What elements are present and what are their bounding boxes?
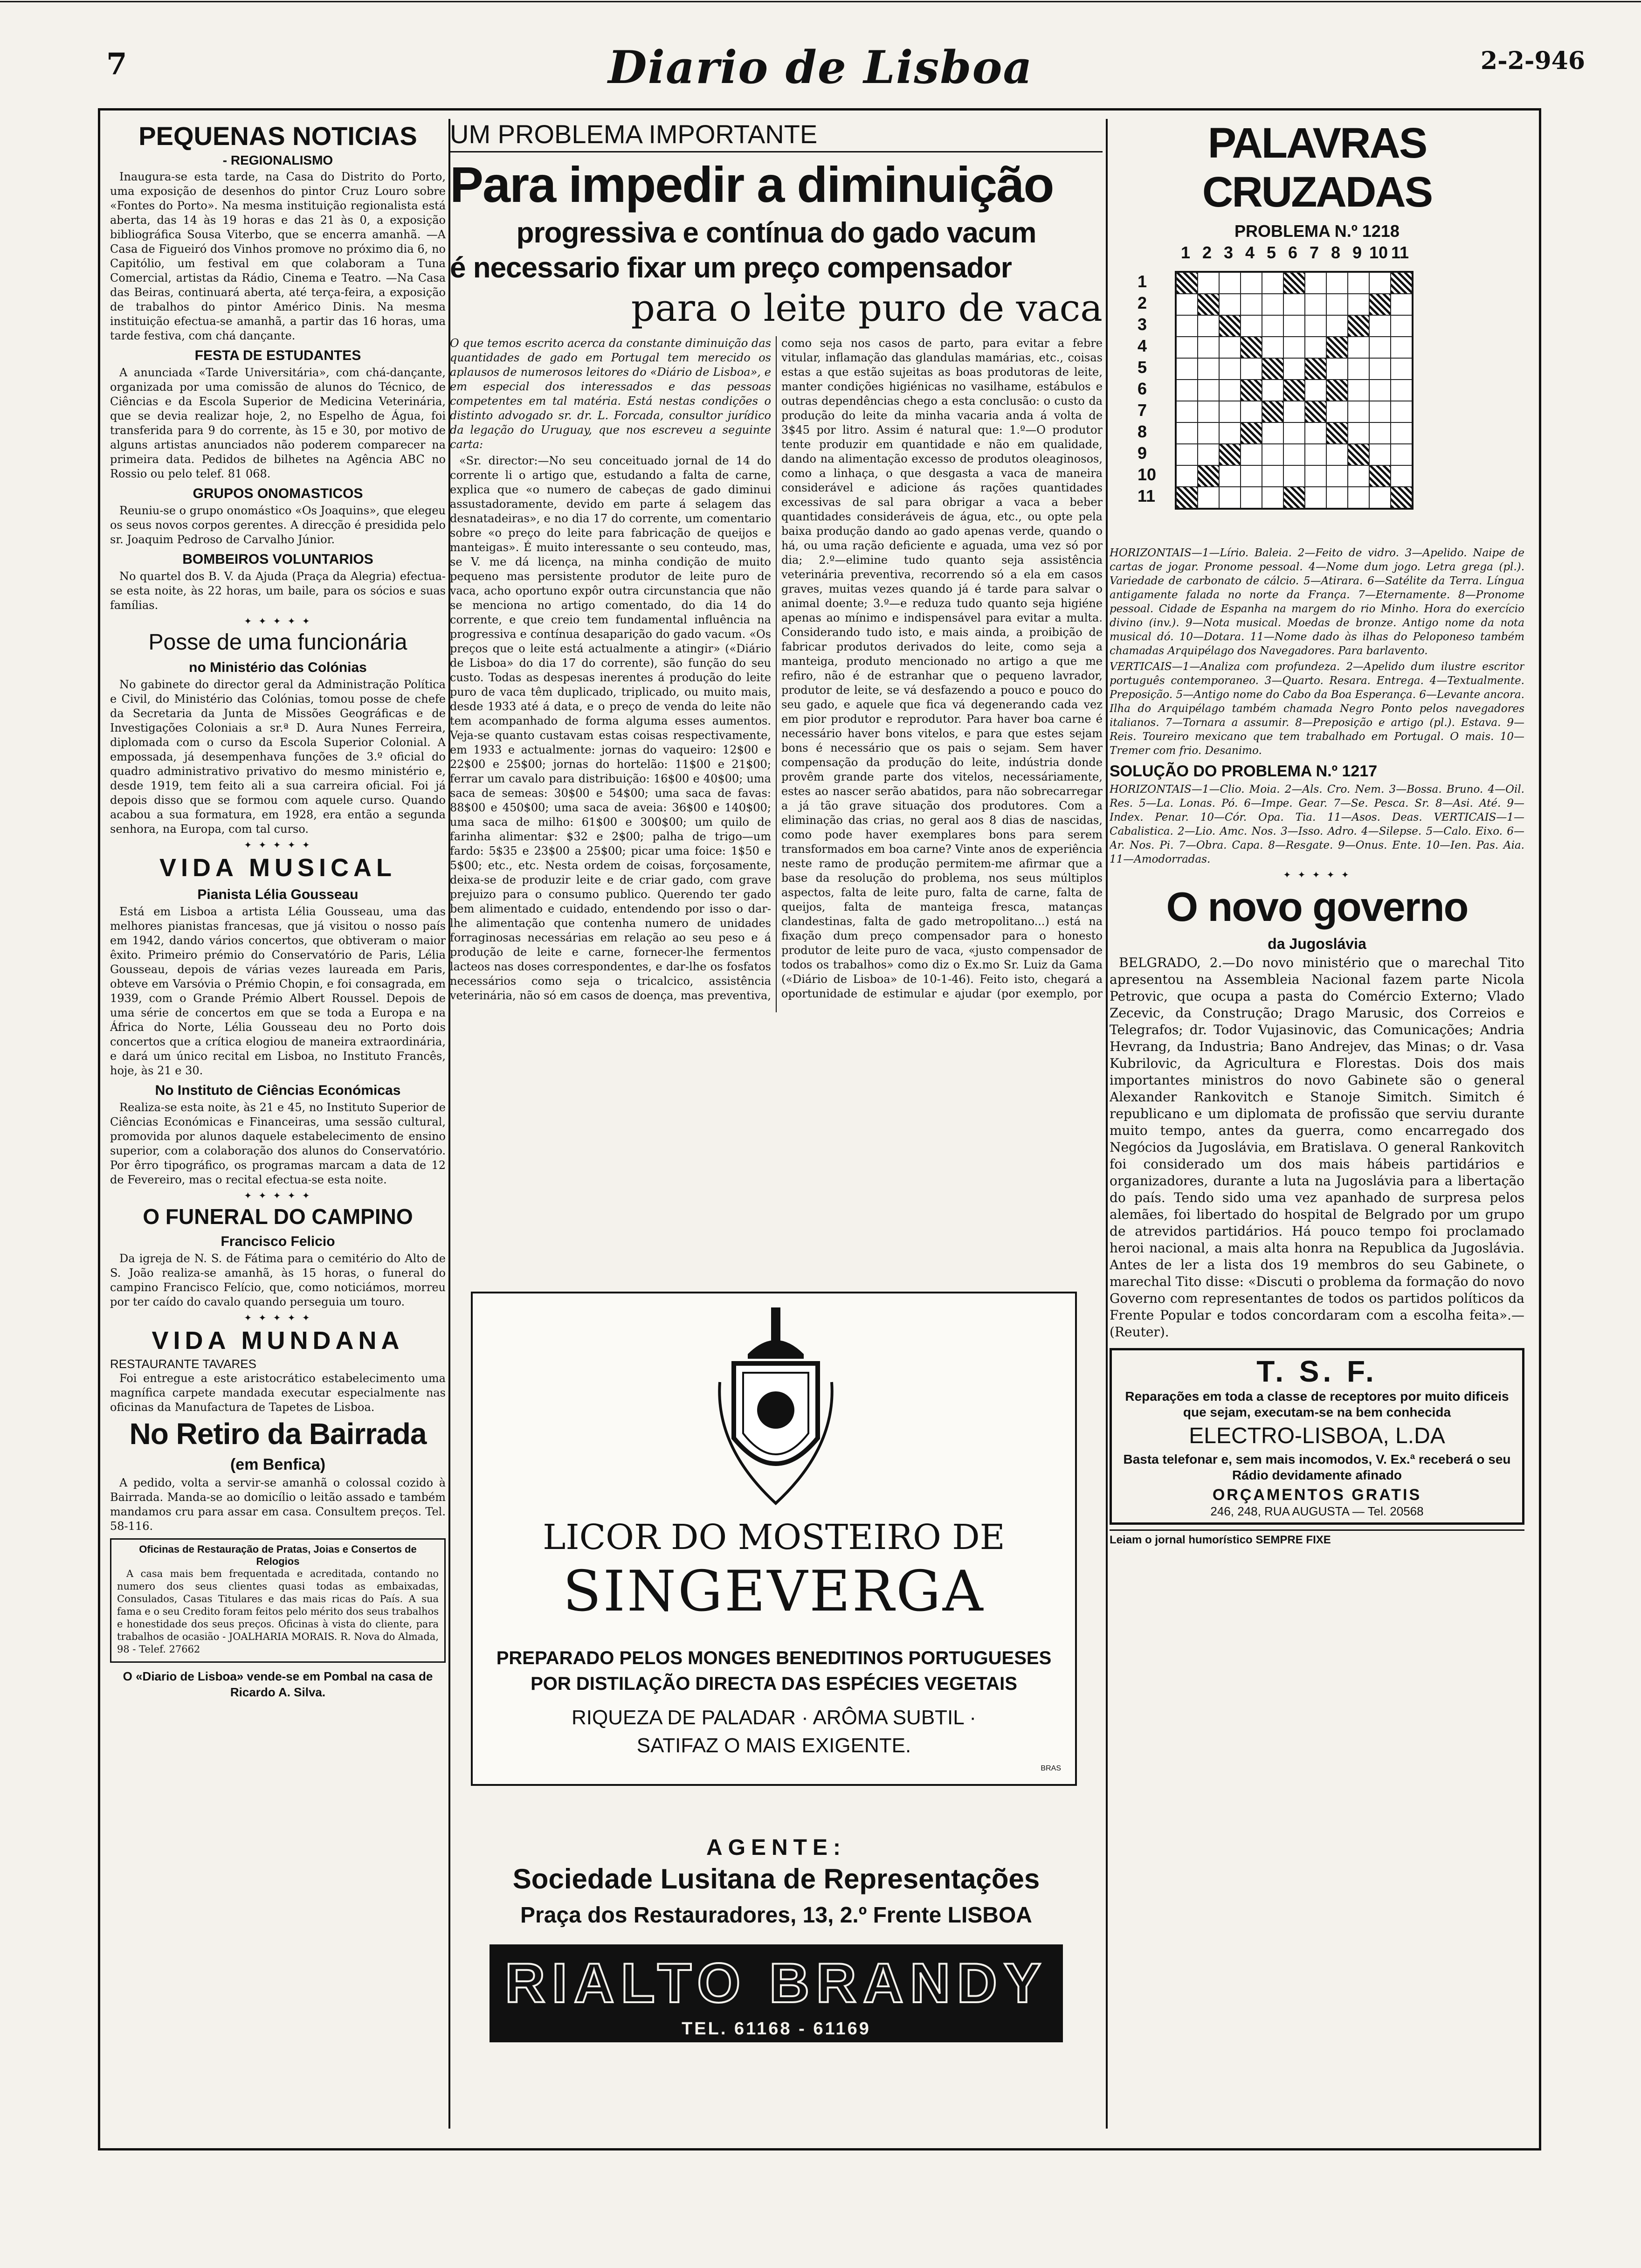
- masthead: [0, 0, 1641, 103]
- separator-ornament: ✦ ✦ ✦ ✦ ✦: [244, 839, 312, 850]
- crossword-cell: [1219, 358, 1241, 380]
- crossword-cell: [1176, 444, 1198, 465]
- crossword-cell: [1219, 272, 1241, 294]
- separator-ornament: ✦ ✦ ✦ ✦ ✦: [1283, 869, 1351, 880]
- crossword-cell: [1283, 401, 1305, 422]
- crossword-cell: [1305, 272, 1326, 294]
- crossword-cell: [1198, 422, 1219, 444]
- crossword-cell: [1369, 380, 1391, 401]
- crossword-col-number: 9: [1352, 243, 1362, 262]
- crossword-cell: [1283, 315, 1305, 337]
- crossword-cell: [1262, 294, 1283, 315]
- rialto-tel: TEL. 61168 - 61169: [682, 2019, 871, 2039]
- retiro-title: No Retiro da Bairrada: [129, 1417, 427, 1451]
- crossword-cell: [1262, 272, 1283, 294]
- crossword-cell: [1391, 401, 1412, 422]
- crossword-cell: [1283, 422, 1305, 444]
- crossword-black-cell: [1305, 401, 1326, 422]
- crossword-col-number: 8: [1331, 243, 1341, 262]
- crossword-cell: [1283, 444, 1305, 465]
- crossword-black-cell: [1262, 358, 1283, 380]
- crossword-cell: [1305, 380, 1326, 401]
- crossword-black-cell: [1369, 294, 1391, 315]
- crossword-black-cell: [1176, 272, 1198, 294]
- crossword-cell: [1326, 315, 1348, 337]
- crossword-cell: [1176, 401, 1198, 422]
- crossword-cell: [1176, 465, 1198, 487]
- crossword-cell: [1369, 422, 1391, 444]
- tsf-brand: ELECTRO-LISBOA, L.DA: [1189, 1424, 1445, 1448]
- crossword-black-cell: [1241, 380, 1262, 401]
- crossword-col-number: 3: [1223, 243, 1234, 262]
- crossword-col-number: 10: [1369, 243, 1388, 262]
- oficinas-ad: [110, 1538, 446, 1663]
- governo-text: BELGRADO, 2.—Do novo ministério que o marechal Tito apresentou na Assembleia Nacional fazem parte Nicola Petrovic, que ocupa a pasta do Comércio Externo; Vlado Zecevic, da Construção; Drago Marusic, dos Correios e Telegrafos; dr. Todor Vujasinovic, das Comunicações; Andria Hevrang, da Industria; Bano Andrejev, das Minas; o dr. Vasa Kubrilovic, da Agricultura e Florestas. Dois dos mais importantes ministros do novo Gabinete são o general Alexander Rankovitch e Stanoje Simitch. Simitch é republicano e um diplomata de profissão que serviu durante muito tempo, antes da guerra, como encarregado dos Negócios da Jugoslávia, em Bratislava. O general Rankovitch foi considerado um dos mais hábeis partidários e organizadores, durante a luta na Jugoslávia para a libertação do país. Tendo sido uma vez apanhado de surpresa pelos alemães, foi libertado do hospital de Belgrado por um grupo de atrevidos partidários. Há pouco tempo foi proclamado heroi nacional, a mais alta honra na Republica da Jugoslávia. Antes de ler a lista dos 19 membros do seu Gabinete, o marechal Tito disse: «Discuti o problema da formação do novo Governo com representantes de todos os partidos políticos da Frente Popular e todos concordaram com a escolha feita».—(Reuter).: [1110, 955, 1524, 1340]
- crossword-cell: [1198, 315, 1219, 337]
- crossword-cell: [1326, 401, 1348, 422]
- separator-ornament: ✦ ✦ ✦ ✦ ✦: [244, 615, 312, 627]
- ad-signature: BRAS: [1041, 1764, 1061, 1772]
- pianista-subtitle: Pianista Lélia Gousseau: [197, 887, 359, 902]
- crossword-black-cell: [1283, 487, 1305, 508]
- crossword-black-cell: [1326, 380, 1348, 401]
- crossword-cell: [1391, 465, 1412, 487]
- agente-company: Sociedade Lusitana de Representações: [512, 1863, 1040, 1895]
- funeral-text: Da igreja de N. S. de Fátima para o cemitério do Alto de S. João realiza-se amanhã, às 15 horas, o funeral do campino Francisco Felício, que, como noticiámos, morreu por ter caído do cavalo quando perseguia um touro.: [110, 1252, 446, 1308]
- crossword-cell: [1348, 380, 1369, 401]
- crossword-problem: PROBLEMA N.º 1218: [1234, 221, 1400, 241]
- retiro-subtitle: (em Benfica): [230, 1456, 326, 1473]
- posse-text: No gabinete do director geral da Administração Política e Civil, do Ministério das Colónias, tomou posse de chefe da Secretaria da Junta de Missões Geográficas e de Investigações Coloniais a sr.ª D. Aura Nunes Ferreira, diplomada com o curso da Escola Superior Colonial. A empossada, já desempenhava funções de 3.º oficial do quadro administrativo privativo do mesmo ministério e, desde 1919, tem feito ali a sua carreira oficial. Foi já depois disso que se formou com aquele curso. Quando acabou a sua formatura, em 1928, era então a segunda senhora, na Europa, com tal curso.: [110, 678, 446, 836]
- tsf-text-2: Basta telefonar e, sem mais incomodos, V. Ex.ª receberá o seu Rádio devidamente afinado: [1123, 1452, 1511, 1482]
- grupos-text: Reuniu-se o grupo onomástico «Os Joaquins», que elegeu os seus novos corpos gerentes. A direcção é presidida pelo sr. Joaquim Pedroso de Carvalho Júnior.: [110, 504, 446, 546]
- crossword-col-number: 11: [1391, 243, 1409, 262]
- crossword-cell: [1219, 337, 1241, 358]
- crossword-cell: [1262, 380, 1283, 401]
- crossword-cell: [1198, 487, 1219, 508]
- crossword-row-number: 11: [1138, 486, 1156, 505]
- crossword-cell: [1283, 294, 1305, 315]
- crossword-cell: [1369, 401, 1391, 422]
- crossword-col-number: 5: [1266, 243, 1276, 262]
- crossword-cell: [1326, 444, 1348, 465]
- governo-subtitle: da Jugoslávia: [1268, 935, 1366, 952]
- crossword-cell: [1219, 401, 1241, 422]
- crossword-black-cell: [1262, 401, 1283, 422]
- ad-line-1: LICOR DO MOSTEIRO DE: [543, 1517, 1005, 1557]
- crossword-cell: [1198, 337, 1219, 358]
- crossword-cell: [1391, 358, 1412, 380]
- crossword-cell: [1348, 487, 1369, 508]
- ad-line-3: PREPARADO PELOS MONGES BENEDITINOS PORTUGUESES: [496, 1648, 1052, 1668]
- crossword-cell: [1369, 444, 1391, 465]
- oficinas-title: Oficinas de Restauração de Pratas, Joias e Consertos de Relogios: [139, 1543, 417, 1567]
- crossword-cell: [1262, 465, 1283, 487]
- crossword-title: PALAVRAS CRUZADAS: [1202, 119, 1432, 216]
- solucao-title: SOLUÇÃO DO PROBLEMA N.º 1217: [1110, 762, 1378, 780]
- crossword-cell: [1305, 465, 1326, 487]
- crossword-row-numbers: [1138, 271, 1156, 507]
- crossword-black-cell: [1348, 315, 1369, 337]
- crossword-col-number: 4: [1245, 243, 1255, 262]
- crossword-cell: [1391, 337, 1412, 358]
- crossword-cell: [1348, 272, 1369, 294]
- regionalismo-heading: - REGIONALISMO: [222, 153, 333, 167]
- crossword-cell: [1241, 272, 1262, 294]
- festa-text: A anunciada «Tarde Universitária», com chá-dançante, organizada por uma comissão de alunos do Técnico, de Ciências e da Escola Superior de Medicina Veterinária, que se devia realizar hoje, 2, no Espelho de Água, foi transferida para 9 do corrente, às 15 e 30, por motivo de alguns artistas anunciados não poderem comparecer na primeira data. Pedidos de bilhetes na Agência ABC no Rossio ou pelo telef. 81 068.: [110, 366, 446, 480]
- crossword-col-number: 6: [1288, 243, 1298, 262]
- crossword-cell: [1219, 422, 1241, 444]
- restaurante-label: RESTAURANTE TAVARES: [110, 1357, 256, 1371]
- crossword-cell: [1369, 358, 1391, 380]
- crossword-cell: [1369, 487, 1391, 508]
- newspaper-title: Diario de Lisboa: [608, 41, 1033, 94]
- rialto-ad: [490, 1944, 1063, 2042]
- crossword-block: [1110, 243, 1524, 546]
- crossword-row-number: 1: [1138, 272, 1147, 291]
- crossword-column-numbers: [1175, 243, 1411, 263]
- crossword-cell: [1176, 294, 1198, 315]
- deck-line-1: progressiva e contínua do gado vacum: [516, 217, 1036, 249]
- right-column: [1110, 119, 1524, 2129]
- crossword-cell: [1198, 401, 1219, 422]
- ad-line-5: RIQUEZA DE PALADAR · ARÔMA SUBTIL ·: [572, 1706, 976, 1729]
- middle-column: [450, 119, 1103, 1238]
- governo-title: O novo governo: [1166, 884, 1468, 930]
- instituto-text: Realiza-se esta noite, às 21 e 45, no Instituto Superior de Ciências Económicas e Financeiras, uma sessão cultural, promovida por alunos daquele estabelecimento de ensino superior, com a colaboração dos alunos do Conservatório. Por êrro tipográfico, os programas marcam a data de 12 de Fevereiro, mas o recital efectua-se esta noite.: [110, 1101, 446, 1186]
- crossword-black-cell: [1219, 444, 1241, 465]
- crossword-cell: [1305, 422, 1326, 444]
- crossword-black-cell: [1326, 422, 1348, 444]
- crossword-cell: [1305, 487, 1326, 508]
- crossword-black-cell: [1198, 465, 1219, 487]
- crossword-black-cell: [1326, 337, 1348, 358]
- vida-mundana-title: VIDA MUNDANA: [152, 1327, 404, 1355]
- crossword-black-cell: [1283, 380, 1305, 401]
- tsf-orcamentos: ORÇAMENTOS GRATIS: [1212, 1486, 1422, 1504]
- top-rule: [0, 1, 1641, 2]
- main-headline: Para impedir a diminuição: [450, 156, 1054, 213]
- crossword-row-number: 8: [1138, 422, 1147, 441]
- crossword-cell: [1219, 487, 1241, 508]
- crossword-black-cell: [1391, 272, 1412, 294]
- crossword-col-number: 7: [1309, 243, 1319, 262]
- singeverga-ad: [471, 1292, 1077, 1786]
- agente-label: AGENTE:: [706, 1835, 846, 1860]
- coat-of-arms-icon: [715, 1307, 836, 1508]
- crossword-cell: [1241, 315, 1262, 337]
- bombeiros-heading: BOMBEIROS VOLUNTARIOS: [182, 552, 373, 567]
- festa-heading: FESTA DE ESTUDANTES: [194, 348, 361, 363]
- crossword-grid: [1175, 271, 1413, 510]
- tsf-title: T. S. F.: [1256, 1355, 1378, 1388]
- crossword-cell: [1348, 422, 1369, 444]
- vida-musical-text: Está em Lisboa a artista Lélia Gousseau, uma das melhores pianistas francesas, que já visitou o nosso país em 1942, dando vários concertos, que obtiveram o maior êxito. Primeiro prémio do Conservatório de Paris, Lélia Gousseau, depois de várias vezes laureada em Paris, obteve em Varsóvia o Prémio Chopin, e foi consagrada, em 1939, com o Grande Prémio Albert Roussel. Depois de uma série de concertos em que se toda a Europa e na África do Norte, Lélia Gousseau deu no Porto dois concertos que a crítica elogiou de maneira extraordinária, e dará um único recital em Lisboa, no Instituto Francês, hoje, às 21 e 30.: [110, 905, 446, 1077]
- crossword-row-number: 6: [1138, 379, 1147, 398]
- vende-se-note: O «Diario de Lisboa» vende-se em Pombal na casa de Ricardo A. Silva.: [123, 1669, 433, 1699]
- ad-line-2: SINGEVERGA: [563, 1559, 985, 1624]
- crossword-cell: [1241, 465, 1262, 487]
- pequenas-noticias-title: PEQUENAS NOTICIAS: [138, 121, 417, 151]
- article-body: [450, 336, 1103, 1012]
- crossword-cell: [1176, 358, 1198, 380]
- crossword-cell: [1241, 358, 1262, 380]
- crossword-cell: [1326, 272, 1348, 294]
- crossword-col-number: 2: [1202, 243, 1212, 262]
- crossword-cell: [1391, 294, 1412, 315]
- tsf-text-1: Reparações em toda a classe de receptores por muito dificeis que sejam, executam-se na bem conhecida: [1125, 1389, 1509, 1419]
- crossword-cell: [1219, 380, 1241, 401]
- crossword-cell: [1348, 337, 1369, 358]
- crossword-cell: [1241, 487, 1262, 508]
- crossword-black-cell: [1241, 337, 1262, 358]
- deck-line-2: é necessario fixar um preço compensador: [450, 252, 1012, 284]
- crossword-cell: [1219, 294, 1241, 315]
- crossword-cell: [1176, 380, 1198, 401]
- rialto-name: RIALTO BRANDY: [504, 1952, 1048, 2014]
- vida-mundana-text: Foi entregue a este aristocrático estabelecimento uma magnífica carpete mandada executar especialmente nas oficinas da Manufactura de Tapetes de Lisboa.: [110, 1372, 446, 1414]
- crossword-cell: [1262, 337, 1283, 358]
- crossword-row-number: 7: [1138, 401, 1147, 420]
- crossword-cell: [1198, 272, 1219, 294]
- crossword-horizontais: HORIZONTAIS—1—Lírio. Baleia. 2—Feito de vidro. 3—Apelido. Naipe de cartas de jogar. Pronome pessoal. 4—Nome dum jogo. Letra grega (pl.). Variedade de carbonato de cálcio. 5—Atirara. 6—Satélite da Terra. Língua antigamente falada no norte da França. 7—Eternamente. 8—Pronome pessoal. Cidade de Espanha na margem do rio Minho. Hora do exercício divino (inv.). 9—Nota musical. Moedas de bronze. Antigo nome da nota musical dó. 10—Dotara. 11—Nome dado às ilhas do Peloponeso também chamadas Arquipélago dos Navegadores. Para barlavento.: [1110, 547, 1524, 657]
- posse-title: Posse de uma funcionária: [148, 630, 407, 655]
- crossword-col-number: 1: [1180, 243, 1191, 262]
- crossword-black-cell: [1305, 358, 1326, 380]
- crossword-row-number: 10: [1138, 465, 1157, 484]
- separator-ornament: ✦ ✦ ✦ ✦ ✦: [244, 1312, 312, 1323]
- crossword-cell: [1305, 315, 1326, 337]
- crossword-cell: [1348, 401, 1369, 422]
- crossword-cell: [1262, 487, 1283, 508]
- crossword-black-cell: [1241, 422, 1262, 444]
- crossword-cell: [1326, 487, 1348, 508]
- crossword-cell: [1198, 380, 1219, 401]
- crossword-cell: [1176, 422, 1198, 444]
- crossword-cell: [1305, 444, 1326, 465]
- article-intro: O que temos escrito acerca da constante diminuição das quantidades de gado em Portugal tem merecido os aplausos de numerosos leitores do «Diário de Lisboa», e em especial dos interessados e das pessoas competentes em tal matéria. Está nestas condições o distinto advogado sr. dr. L. Forcada, consultor jurídico da legação do Uruguay, que nos escreveu a seguinte carta:: [450, 337, 771, 451]
- left-column: [110, 119, 446, 2129]
- crossword-cell: [1241, 294, 1262, 315]
- kicker: UM PROBLEMA IMPORTANTE: [450, 119, 1103, 152]
- crossword-cell: [1262, 422, 1283, 444]
- bombeiros-text: No quartel dos B. V. da Ajuda (Praça da Alegria) efectua-se esta noite, às 22 horas, um baile, para os sócios e suas famílias.: [110, 570, 446, 612]
- crossword-black-cell: [1391, 487, 1412, 508]
- crossword-black-cell: [1283, 272, 1305, 294]
- grupos-heading: GRUPOS ONOMASTICOS: [193, 486, 363, 501]
- crossword-cell: [1198, 358, 1219, 380]
- crossword-cell: [1241, 401, 1262, 422]
- article-letter: «Sr. director:—No seu conceituado jornal de 14 do corrente li o artigo que, estudando a falta de carne, explica que «o numero de cabeças de gado diminui assustadoramente, devido em parte á selagem das desnatadeiras», e no dia 17 do corrente, um comentario sobre «o preço do leite para fabricação de queijos e manteigas». É muito interessante o seu conteudo, mas, se V. me dá licença, na minha condição de muito pequeno mas persistente produtor de leite puro de vaca, acho oportuno expôr outra circunstancia que não se menciona no artigo comentado, do dia 14 do corrente, e que creio tem fundamental influência na progressiva e contínua desaparição do gado vacum. «Os preços que o leite está actualmente a atingir» («Diário de Lisboa» do dia 17 do corrente), são função do seu custo. Todas as despesas inerentes á produção do leite puro de vaca têm duplicado, triplicado, ou muito mais, desde 1933 até á data, e o preço de venda do leite não tem acompanhado de forma alguma esses aumentos. Veja-se quanto custavam estas coisas respectivamente, em 1933 e actualmente: jornas do vaqueiro: 12$00 e 22$00 e 25$00; jornas do hortelão: 11$00 e 21$00; ferrar um cavalo para distribuição: 16$00 e 40$00; uma saca de semeas: 30$00 e 54$00; uma saca de favas: 88$00 e 450$00; uma saca de aveia: 36$00 e 140$00; uma saca de milho: 61$00 e 300$00; um quilo de farinha alimentar: $32 e 2$00; palha de trigo—um fardo: 5$35 e 23$00 a 25$00; picar uma foice: 1$50 e 5$00; etc., etc. Nesta ordem de coisas, forçosamente, deixa-se de produzir leite e de criar gado, com grave prejuizo para o consumo publico. Querendo ter gado bem alimentado e cuidado, entendendo por isso o dar-lhe alimentação que contenha numero de unidades forraginosas necessárias em relação ao seu peso e á produção de leite e carne, fornecer-lhe fermentos lacteos nas doses correspondentes, e dar-lhe os fosfatos necessários como seja o tricalcico, assistência veterinária, não só em casos de doença, mas preventiva, como seja nos casos de parto, para evitar a febre vitular, inflamação das glandulas mamárias, etc., coisas estas a que estão sujeitas as boas produtoras de leite, manter condições higiénicas no vasilhame, estábulos e outras dependências chego a esta conclusão: o custo da produção do leite da minha vacaria anda á volta de 3$45 por litro. Assim é natural que: 1.º—O produtor tente produzir em quantidade e não em qualidade, dando na alimentação excesso de produtos oleaginosos, como a linhaça, o que desgasta a vaca de maneira considerável e adicione ás rações quantidades excessivas de sal para obrigar a vaca a beber quantidades consideráveis de água, etc., ou opte pela baixa produção dando ao gado apenas verde, quando o há, ou uma ração deficiente e aguada, uma vez só por dia; 2.º—elimine tudo quanto seja assistência veterinária preventiva, recorrendo só a ela em casos graves, muitas vezes quando já é tarde para salvar o animal doente; 3.º—e reduza tudo quanto seja higiéne apenas ao mínimo e indispensável para evitar a multa. Considerando tudo isto, e mais ainda, a proibição de fabricar produtos derivados do leite, como seja a manteiga, produto mencionado no artigo a que me refiro, não é de estranhar que o pequeno lavrador, produtor de leite, se vá desfazendo a pouco e pouco do seu gado, e aquele que fica vá degenerando cada vez em pior produtor e reprodutor. Para haver boa carne é necessário haver bons vitelos, e para que estes sejam bons é necessário que os pais o sejam. Sem haver compensação da produção do leite, indústria donde provêm grande parte dos vitelos, necessáriamente, estes ao nascer serão abatidos, para não sobrecarregar a já tão grave situação dos produtores. Com a eliminação das crias, no geral aos 8 dias de nascidas, como pode haver exemplares bons para serem transformados em boa carne? Vinte anos de experiência neste ramo de produção permitem-me afirmar que a base da resolução do problema, nos seus múltiplos aspectos, falta de leite puro, falta de carne, falta de queijos, falta de manteiga fresca, matanças clandestinas, falta de gado metropolitano...) está na fixação dum preço compensador para o honesto produtor de leite puro de vaca, «justo compensador de todos os trabalhos» como diz o Ex.mo Sr. Luiz da Gama («Diário de Lisboa» de 10-1-46). Feito isto, chegará a oportunidade de estimular e ajudar (por exemplo, por: [450, 337, 1103, 1002]
- crossword-cell: [1369, 272, 1391, 294]
- crossword-cell: [1219, 465, 1241, 487]
- crossword-row-number: 2: [1138, 293, 1147, 312]
- posse-subtitle: no Ministério das Colónias: [189, 660, 367, 675]
- crossword-row-number: 4: [1138, 336, 1147, 355]
- crossword-row-number: 9: [1138, 443, 1147, 463]
- column-rule-2: [1106, 119, 1108, 2129]
- crossword-cell: [1326, 294, 1348, 315]
- agente-address: Praça dos Restauradores, 13, 2.º Frente LISBOA: [520, 1903, 1032, 1928]
- vida-musical-title: VIDA MUSICAL: [159, 854, 396, 882]
- solucao-text: HORIZONTAIS—1—Clio. Moia. 2—Als. Cro. Nem. 3—Bossa. Bruno. 4—Oil. Res. 5—La. Lonas. Pó. 6—Impe. Gear. 7—Se. Pesca. Sr. 8—Asi. Até. 9—Index. Penar. 10—Cór. Opa. Tia. 11—Asos. Deas. VERTICAIS—1—Cabalistica. 2—Lio. Amc. Nos. 3—Isso. Adro. 4—Silepse. 5—Calo. Eixo. 6—Ar. Nos. Pi. 7—Obra. Capa. 8—Resgate. 9—Onus. Ente. 10—Ien. Pas. Aia. 11—Amodorradas.: [1110, 783, 1524, 865]
- crossword-cell: [1176, 337, 1198, 358]
- funeral-title: O FUNERAL DO CAMPINO: [143, 1204, 413, 1229]
- crossword-black-cell: [1348, 444, 1369, 465]
- crossword-cell: [1283, 358, 1305, 380]
- ad-line-6: SATIFAZ O MAIS EXIGENTE.: [636, 1734, 911, 1757]
- crossword-black-cell: [1369, 465, 1391, 487]
- deck-line-3: para o leite puro de vaca: [631, 286, 1103, 330]
- crossword-cell: [1176, 315, 1198, 337]
- instituto-subtitle: No Instituto de Ciências Económicas: [155, 1083, 401, 1098]
- issue-date: 2-2-946: [1480, 47, 1585, 75]
- crossword-row-number: 5: [1138, 358, 1147, 377]
- crossword-cell: [1262, 444, 1283, 465]
- crossword-cell: [1305, 337, 1326, 358]
- crossword-verticais: VERTICAIS—1—Analiza com profundeza. 2—Apelido dum ilustre escritor português contemporaneo. 3—Quarto. Resara. Entrega. 4—Textualmente. Preposição. 5—Antigo nome do Cabo da Boa Esperança. 6—Levante ancora. Ilha do Arquipélago também chamada Negro Ponto pelos navegadores italianos. 7—Tornara a assumir. 8—Preposição e artigo (pl.). Estava. 9—Reis. Toureiro mexicano que tem trabalhado em Portugal. O mais. 10—Tremer com frio. Desanimo.: [1110, 661, 1524, 757]
- crossword-cell: [1326, 358, 1348, 380]
- funeral-subtitle: Francisco Felicio: [221, 1234, 335, 1249]
- ad-line-4: POR DISTILAÇÃO DIRECTA DAS ESPÉCIES VEGETAIS: [531, 1673, 1017, 1694]
- oficinas-text: A casa mais bem frequentada e acreditada, contando no numero dos seus clientes quasi todas as embaixadas, Consulados, Casas Titulares e das mais ricas do País. A sua fama e o seu Credito foram feitos pelo mérito dos seus trabalhos e honestidade dos seus preços. Oficinas à vista do cliente, para trabalhos de ocasião - JOALHARIA MORAIS. R. Nova do Almada, 98 - Telef. 27662: [117, 1568, 439, 1655]
- crossword-cell: [1369, 315, 1391, 337]
- crossword-black-cell: [1198, 294, 1219, 315]
- crossword-cell: [1391, 422, 1412, 444]
- crossword-cell: [1198, 444, 1219, 465]
- crossword-cell: [1391, 444, 1412, 465]
- tsf-ad: [1110, 1348, 1524, 1525]
- crossword-cell: [1262, 315, 1283, 337]
- crossword-cell: [1348, 358, 1369, 380]
- tsf-address: 246, 248, RUA AUGUSTA — Tel. 20568: [1210, 1504, 1424, 1518]
- retiro-text: A pedido, volta a servir-se amanhã o colossal cozido à Bairrada. Manda-se ao domicílio o leitão assado e também mandamos cru para assar em casa. Consultem preços. Tel. 58-116.: [110, 1476, 446, 1533]
- crossword-cell: [1348, 294, 1369, 315]
- crossword-cell: [1305, 294, 1326, 315]
- separator-ornament: ✦ ✦ ✦ ✦ ✦: [244, 1190, 312, 1201]
- regionalismo-text: Inaugura-se esta tarde, na Casa do Distrito do Porto, uma exposição de desenhos do pintor Cruz Louro sobre «Fontes do Porto». Na mesma instituição regionalista está aberta, das 14 às 19 horas e das 21 às 0, a exposição bibliográfica Sousa Viterbo, que se encerra amanhã. —A Casa de Figueiró dos Vinhos promove no próximo dia 6, no Capitólio, um festival em que colaboram a Tuna Comercial, artistas da Rádio, Cinema e Teatro. —Na Casa das Beiras, continuará aberta, até terça-feira, a exposição de trabalhos do pintor Américo Dinis. Na mesma instituição efectua-se amanhã, a partir das 16 horas, uma tarde festiva, com chá dançante.: [110, 170, 446, 342]
- crossword-cell: [1326, 465, 1348, 487]
- crossword-cell: [1283, 337, 1305, 358]
- crossword-cell: [1283, 465, 1305, 487]
- crossword-cell: [1391, 315, 1412, 337]
- crossword-black-cell: [1219, 315, 1241, 337]
- page-number: 7: [106, 47, 127, 82]
- crossword-row-number: 3: [1138, 315, 1147, 334]
- crossword-black-cell: [1176, 487, 1198, 508]
- crossword-cell: [1369, 337, 1391, 358]
- crossword-cell: [1348, 465, 1369, 487]
- crossword-cell: [1241, 444, 1262, 465]
- crossword-cell: [1391, 380, 1412, 401]
- leiam-note: Leiam o jornal humorístico SEMPRE FIXE: [1110, 1529, 1524, 1547]
